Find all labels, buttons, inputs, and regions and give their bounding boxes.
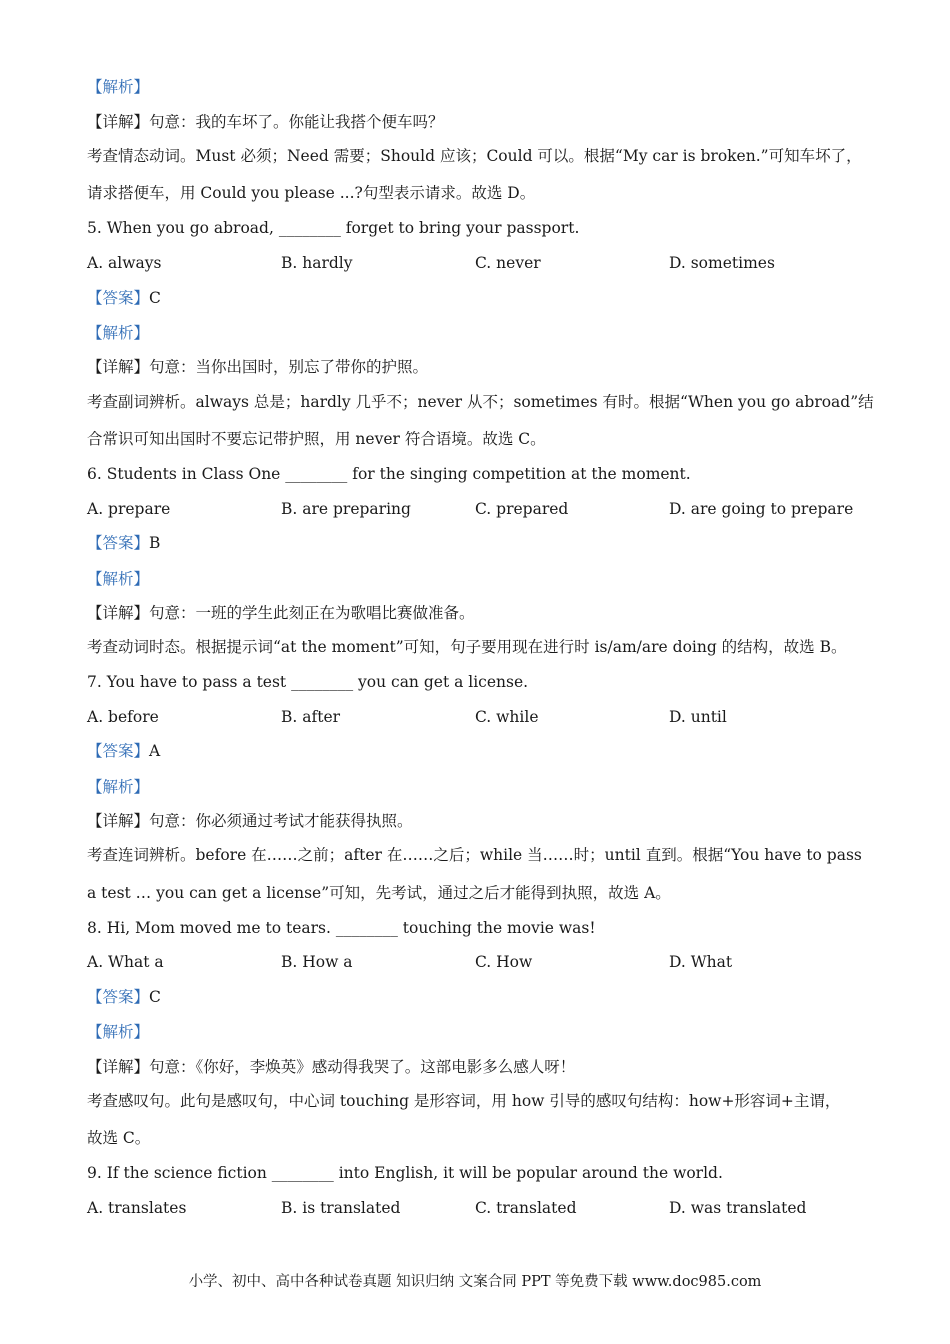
detail-line: 【详解】句意：《你好，李焕英》感动得我哭了。这部电影多么感人呀！ bbox=[87, 1058, 576, 1076]
answer-line: 【答案】C bbox=[87, 289, 161, 307]
explanation-line: 故选 C。 bbox=[87, 1129, 151, 1147]
question-stem: 7. You have to pass a test ________ you can get a license. bbox=[87, 673, 529, 691]
analysis-label: 【解析】 bbox=[87, 324, 150, 342]
option-a: A. prepare bbox=[87, 500, 171, 518]
answer-line: 【答案】C bbox=[87, 988, 161, 1006]
detail-line: 【详解】句意：当你出国时，别忘了带你的护照。 bbox=[87, 358, 429, 376]
analysis-label: 【解析】 bbox=[87, 1023, 150, 1041]
question-stem: 9. If the science fiction ________ into English, it will be popular around the world. bbox=[87, 1164, 723, 1182]
option-d: D. sometimes bbox=[669, 254, 775, 272]
option-c: C. translated bbox=[475, 1199, 577, 1217]
page-footer: 小学、初中、高中各种试卷真题 知识归纳 文案合同 PPT 等免费下载 www.doc985.com bbox=[188, 1274, 762, 1290]
detail-line: 【详解】句意：一班的学生此刻正在为歌唱比赛做准备。 bbox=[87, 604, 475, 622]
option-a: A. What a bbox=[87, 953, 164, 971]
question-stem: 5. When you go abroad, ________ forget to bring your passport. bbox=[87, 219, 580, 237]
option-a: A. always bbox=[87, 254, 162, 272]
question-stem: 8. Hi, Mom moved me to tears. ________ touching the movie was! bbox=[87, 919, 596, 937]
detail-line: 【详解】句意：你必须通过考试才能获得执照。 bbox=[87, 812, 413, 830]
explanation-line: 考查情态动词。Must 必须；Need 需要；Should 应该；Could 可以。根据“My car is broken.”可知车坏了， bbox=[87, 147, 862, 165]
analysis-label: 【解析】 bbox=[87, 78, 150, 96]
option-b: B. hardly bbox=[281, 254, 353, 272]
analysis-label: 【解析】 bbox=[87, 570, 150, 588]
explanation-line: a test … you can get a license”可知，先考试，通过之后才能得到执照，故选 A。 bbox=[87, 884, 671, 902]
explanation-line: 考查感叹句。此句是感叹句，中心词 touching 是形容词，用 how 引导的感叹句结构：how+形容词+主谓， bbox=[87, 1092, 841, 1110]
option-d: D. What bbox=[669, 953, 733, 971]
option-c: C. How bbox=[475, 953, 533, 971]
question-stem: 6. Students in Class One ________ for the singing competition at the moment. bbox=[87, 465, 691, 483]
answer-line: 【答案】A bbox=[87, 742, 161, 760]
explanation-line: 合常识可知出国时不要忘记带护照，用 never 符合语境。故选 C。 bbox=[87, 430, 546, 448]
option-c: C. prepared bbox=[475, 500, 569, 518]
option-d: D. are going to prepare bbox=[669, 500, 854, 518]
explanation-line: 考查副词辨析。always 总是；hardly 几乎不；never 从不；sometimes 有时。根据“When you go abroad”结 bbox=[87, 393, 874, 411]
answer-line: 【答案】B bbox=[87, 534, 161, 552]
option-a: A. before bbox=[87, 708, 159, 726]
option-b: B. is translated bbox=[281, 1199, 401, 1217]
option-c: C. while bbox=[475, 708, 539, 726]
option-d: D. was translated bbox=[669, 1199, 807, 1217]
explanation-line: 考查连词辨析。before 在……之前；after 在……之后；while 当……时；until 直到。根据“You have to pass bbox=[87, 846, 862, 864]
analysis-label: 【解析】 bbox=[87, 778, 150, 796]
explanation-line: 请求搭便车，用 Could you please ...?句型表示请求。故选 D。 bbox=[87, 184, 536, 202]
option-d: D. until bbox=[669, 708, 727, 726]
option-b: B. How a bbox=[281, 953, 353, 971]
option-b: B. are preparing bbox=[281, 500, 411, 518]
option-a: A. translates bbox=[87, 1199, 187, 1217]
option-b: B. after bbox=[281, 708, 341, 726]
option-c: C. never bbox=[475, 254, 541, 272]
explanation-line: 考查动词时态。根据提示词“at the moment”可知，句子要用现在进行时 is/am/are doing 的结构，故选 B。 bbox=[87, 638, 847, 656]
detail-line: 【详解】句意：我的车坏了。你能让我搭个便车吗？ bbox=[87, 113, 444, 131]
